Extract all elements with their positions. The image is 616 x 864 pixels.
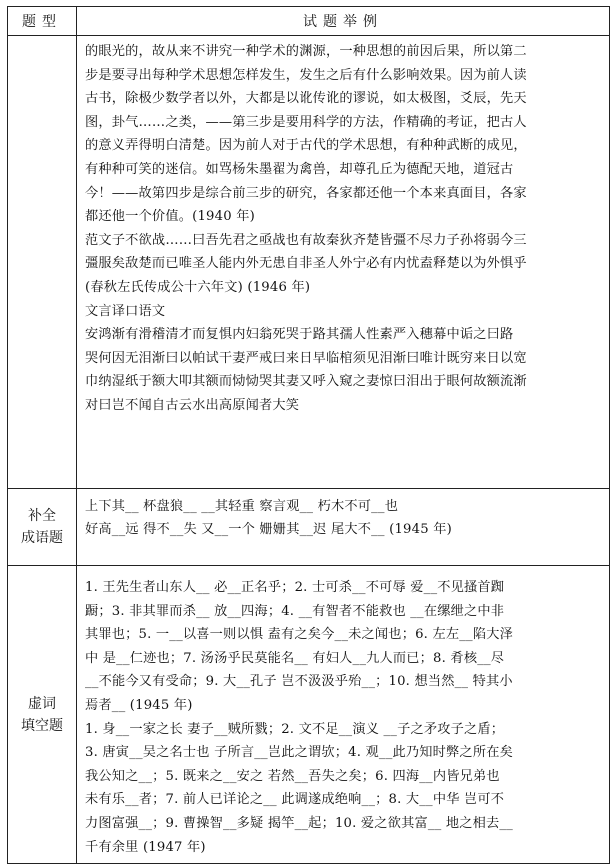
text-line: 的眼光的，故从来不讲究一种学术的渊源，一种思想的前因后果，所以第二: [85, 44, 527, 59]
text-line: (春秋左氏传成公十六年文) (1946 年): [85, 279, 311, 295]
document-page: [7, 6, 610, 853]
text-line: 我公知之__；5. 既来之__安之 若然__吾失之矣；6. 四海__内皆兄弟也: [85, 768, 500, 784]
text-line: 千有余里 (1947 年): [85, 839, 206, 855]
text-line: 焉者__ (1945 年): [85, 697, 193, 713]
text-line: 对曰岂不闻自古云水出高原闻者大笑: [85, 397, 300, 413]
row-label-line: 成语题: [21, 530, 63, 546]
text-line: 力图富强__；9. 曹操智__多疑 揭竿__起；10. 爱之欲其富__ 地之相去__: [85, 815, 513, 831]
text-line: 哭何因无泪渐曰以帕试干妻严戒曰来日早临棺须见泪渐曰唯计既穷来日以宽: [85, 350, 527, 366]
table-row-function-words: [8, 566, 610, 864]
text-line: __不能今又有受命；9. 大__孔子 岂不汲汲乎殆__；10. 想当然__ 特其小: [85, 674, 513, 690]
text-line: 安鸿渐有滑稽清才而复惧内妇翁死哭于路其孺人性素严入穗幕中诟之曰路: [85, 327, 514, 343]
table-header-row: [8, 7, 610, 36]
text-line: 1. 身__一家之长 妻子__贼所戮；2. 文不足__演义 __子之矛攻子之盾；: [85, 721, 505, 737]
text-line: 巾纳湿纸于额大叩其额而恸恸哭其妻又呼入窥之妻惊曰泪出于眼何故额流渐: [85, 374, 527, 390]
text-line: 3. 唐寅__吴之名士也 子所言__岂此之谓欤；4. 观__此乃知时弊之所在矣: [85, 745, 513, 761]
table-row-translation: [8, 36, 610, 489]
row-label-line: 填空题: [21, 717, 63, 734]
text-line: 彊服矣敌楚而已唯圣人能内外无患自非圣人外宁必有内忧盍释楚以为外惧乎: [85, 256, 527, 272]
text-line: 好高__远 得不__失 又__一个 姗姗其__迟 尾大不__ (1945 年): [85, 522, 452, 538]
row-label-line: 补全: [28, 508, 56, 524]
text-line: 有种种可笑的迷信。如骂杨朱墨翟为禽兽，却尊孔丘为德配天地，道冠古: [85, 161, 514, 177]
row-content-translation: [77, 36, 610, 489]
row-content-idiom: [77, 489, 610, 566]
header-question-type: 题型: [8, 7, 77, 36]
text-line: 的意义弄得明白清楚。因为前人对于古代的学术思想，有种种武断的成见，: [85, 138, 527, 154]
text-line: 都还他一个价值。(1940 年): [85, 209, 255, 225]
text-line: 步是要寻出每种学术思想怎样发生，发生之后有什么影响效果。因为前人读: [85, 67, 527, 83]
table-row-idiom: [8, 489, 610, 566]
row-label-line: 虚词: [28, 695, 56, 712]
text-line: 范文子不欲战……曰吾先君之亟战也有故秦狄齐楚皆彊不尽力子孙将弱今三: [85, 232, 527, 248]
row-label-idiom: [8, 489, 77, 566]
text-line: 其罪也；5. 一__以喜一则以惧 盍有之矣今__未之闻也；6. 左左__陷大泽: [85, 627, 513, 643]
row-label-empty: [8, 36, 77, 489]
row-label-function-words: [8, 566, 77, 864]
text-line: 文言译口语文: [85, 303, 166, 319]
text-line: 中 是__仁迹也；7. 汤汤乎民莫能名__ 有妇人__九人而已；8. 肴核__尽: [85, 650, 505, 666]
text-line: 1. 王先生者山东人__ 必__正名乎；2. 士可杀__不可辱 爱__不见搔首踟: [85, 580, 505, 595]
text-line: 今！——故第四步是综合前三步的研究，各家都还他一个本来真面目，各家: [85, 185, 527, 201]
exam-question-table: [7, 6, 610, 864]
text-line: 蹰；3. 非其罪而杀__ 放__四海；4. __有智者不能救也 __在缧绁之中非: [85, 603, 505, 619]
text-line: 上下其__ 杯盘狼__ __其轻重 察言观__ 朽木不可__也: [85, 499, 399, 514]
text-line: 图，卦气……之类，——第三步是要用科学的方法，作精确的考证，把古人: [85, 114, 527, 130]
text-line: 未有乐__者；7. 前人已详论之__ 此调遂成绝响__；8. 大__中华 岂可不: [85, 792, 505, 808]
row-content-function-words: [77, 566, 610, 864]
text-line: 古书，除极少数学者以外，大都是以讹传讹的谬说，如太极图，爻辰，先天: [85, 91, 527, 107]
header-question-examples: 试题举例: [77, 7, 610, 36]
